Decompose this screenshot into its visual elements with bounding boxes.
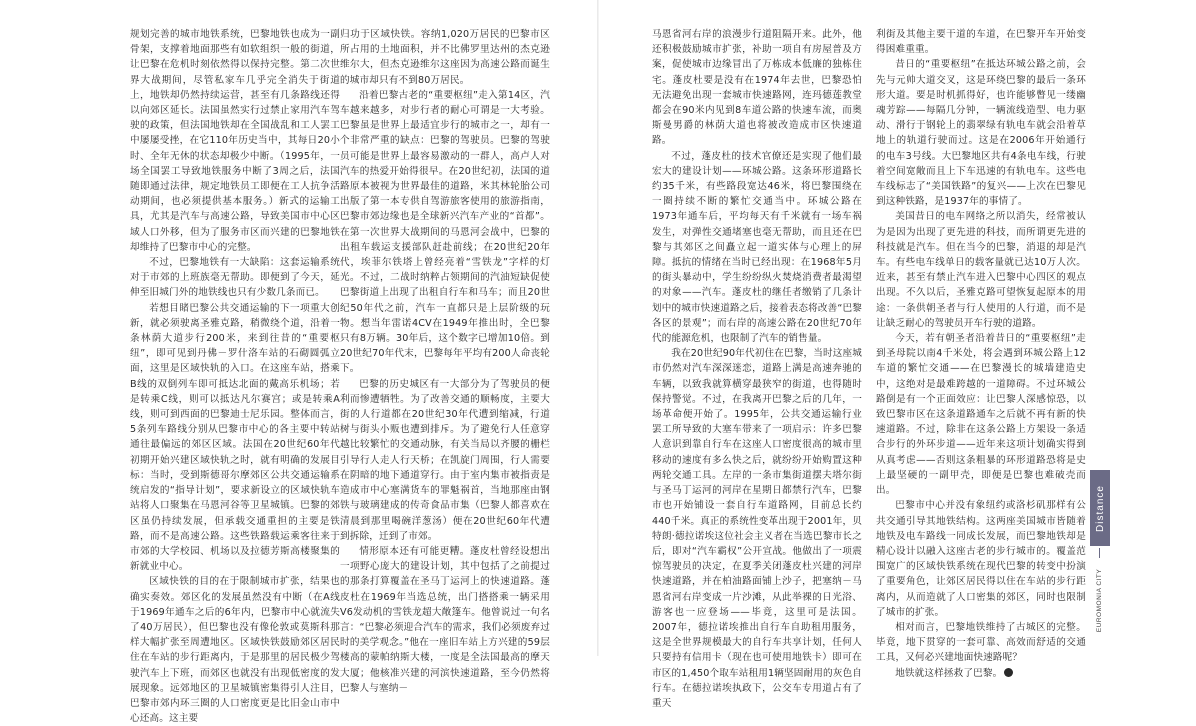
paragraph: 规划完善的城市地铁系统，巴黎地铁也成为一副骨架，支撑着地面那些有如软组织一般的街道，让巴黎在危机时刻依然得以保持完整。第二次世界大战期间，尽管私家车几乎完全消失于街道上，地铁却仍然持续运营，甚至有几条路线还得以向郊区延长。法国虽然实行过禁止家用汽车驾驶的政策，但法国地铁却在全国战乱和工人罢工中屡屡受挫，在它110年历史当中，其每日20小时、全年无休的状态却极少中断。（1995年，一场全国罢工导致地铁服务中断了3周之后，法国随即通过法律，规定地铁员工即便在工人抗争活动期间，也必须提供基本服务。）新式的运输工具，尤其是汽车与高速公路，导致美国市中心区域人口外移，但为了服务市区而兴建的巴黎地铁却维持了巴黎市中心的完整。 [130,29,340,253]
paragraph: 美国昔日的电车网络之所以消失，经常被认为是因为出现了更先进的科技，而所谓更先进的科技就是汽车。但在当今的巴黎，消退的却是汽车。有些电车线单日的载客量就已达10万人次。近来，甚至有禁止汽车进入巴黎中心四区的观点出现。不久以后，圣雅克路可望恢复起原本的用途：一条供朝圣者与行人使用的人行道，而不是让缺乏耐心的驾驶员开车行驶的道路。 [876,211,1086,329]
brand-strip [1082,560,1118,640]
article-column-4 [876,27,1086,679]
page-gutter [597,0,599,656]
paragraph: 区域快铁的目的在于限制城市扩张，结果也确实奏效。郊区化的发展虽然没有中断（在A线于1969年通车之后的6年内，巴黎市中心就流失了40万居民），但巴黎也没有像伦敦或莫斯科那样大幅扩张至周遭地区。区域快铁鼓励郊区居民住在车站的步行距离内，于是那里的居民极少驾驶汽车上下班，而郊区也就没有出现低密度的发展现象。远郊地区的卫星城镇密集得引人注目，巴黎市郊内环三圈的人口密度更是比旧金山市中心还高。这主要 [130,576,340,725]
section-tab [1090,470,1110,546]
paragraph: 马恩省河右岸的浪漫步行道阻隔开来。此外，他还积极鼓励城市扩张，补助一项自有房屋普及方案，促使城市边缘冒出了万栋成本低廉的独栋住宅。蓬皮杜要是没有在1974年去世，巴黎恐怕无法避免出现一套城市快速路网，连玛德莲教堂都会在90米内见到8车道公路的快速车流，而奥斯曼男爵的林荫大道也将被改造成市区快速道路。 [652,29,862,147]
end-of-article-icon: E [1004,668,1013,677]
section-tab-label: Distance [1094,484,1106,532]
paragraph: 昔日的“重要枢纽”在抵达环城公路之前，会先与元帅大道交叉，这是环绕巴黎的最后一条环形大道。要是时机抓得好，也许能够瞥见一缕幽魂芳踪——每隔几分钟，一辆流线造型、电力驱动、滑行于钢轮上的翡翠绿有轨电车就会沿着草地上的轨道行驶而过。这是在2006年开始通行的电车3号线。大巴黎地区共有4条电车线，行驶着空间宽敞而且上下车迅速的有轨电车。这些电车线标志了“美国铁路”的复兴——上次在巴黎见到这种铁路，是1937年的事情了。 [876,59,1086,208]
paragraph: 若想目睹巴黎公共交通运输的下一项重大创新，就必须驶离圣雅克路，稍微绕个道，沿着一条林荫大道步行200米，来到往昔的“重要枢纽”，即可见到丹佛－罗什洛车站的石砌圆弧立面，这里是区域快轨的入口。在这座车站，搭乘B线的双倒列车即可抵达北面的戴高乐机场；若是转乘C线，则可以抵达凡尔赛宫；或是转乘A线，则可到西面的巴黎迪士尼乐园。整体而言，5条列车路线分别从巴黎市中心的各主要中转站通往最偏远的郊区区域。法国在20世纪60年代初期开始兴建区域快轨之时，就有明确的发展目标：当时，受到斯德哥尔摩郊区公共交通运输系统启发的“指导计划”，要求新设立的区域快轨车站将人口聚集在马恩河谷等卫星城镇。巴黎的郊区虽仍持续发展，但承载交通重担的主要是铁路，而不是高速公路。这些铁路载运乘客往来于市郊的大学校园、机场以及拉德芳斯高楼聚集的新就业中心。 [130,302,340,573]
article-column-3 [652,27,862,709]
brand-label: EUROMONIA CITY [1096,568,1104,632]
paragraph: 我在20世纪90年代初住在巴黎，当时这座城市仍然对汽车深深迷恋，道路上满是高速奔驰的车辆，以致我就算横穿最狭窄的街道，也得随时保持警觉。不过，在我离开巴黎之后的几年，一场革命便开始了。1995年，公共交通运输行业罢工所导致的大塞车带来了一项启示：许多巴黎人意识到靠自行车在这座人口密度很高的城市里移动的速度有多么快之后，就纷纷开始购置这种两轮交通工具。左岸的一条市集街道摆夫塔尔街与圣马丁运河的河岸在星期日都禁行汽车，巴黎市也开始铺设一套自行车道路网，目前总长约440千米。真正的系统性变革出现于2001年，贝特朗·德拉诺埃这位社会主义者在当选巴黎市长之后，即对“汽车霸权”公开宣战。他做出了一项震惊驾驶员的决定，在夏季关闭蓬皮杜兴建的河岸快速道路，并在柏油路面铺上沙子，把塞纳－马恩省河右岸变成一片沙滩，从此举裸的日光浴、游客也一应登场——毕竟，这里可是法国。2007年，德拉诺埃推出自行车自助租用服务，这是全世界规模最大的自行车共享计划，任何人只要持有信用卡（现在也可使用地铁卡）即可在市区的1,450个取车站租用1辆坚固耐用的灰色自行车。在德拉诺埃执政下，公交车专用道占有了重天 [652,348,862,709]
article-column-2 [340,27,550,694]
paragraph: 不过，巴黎地铁有一大缺陷：这套运输系统对于市郊的上班族毫无帮助。即便到了今天，延伸至旧城门外的地铁线也只有少数几条而已。 [130,257,340,299]
paragraph: 巴黎的历史城区有一大部分为了驾驶员的便利而惨遭牺牲。为了改善交通的顺畅度，主要大街的人行道都在20世纪30年代遭到缩减，行道树与街头小贩也遭到排斥。为了避免行人任意穿越比较繁忙的交通动脉，有关当局以齐腰的栅栏引导行人走人行天桥；在凯旋门周围，行人需要在阴暗的地下通道穿行。由于室内集市被指责是造成市中心塞满货车的罪魁祸首，当地那座由钢铁与玻璃建成的传奇食品市集（巴黎人都喜欢在清晨到那里喝碗洋葱汤）便在20世纪60年代遭到拆除，迁到了市郊。 [340,378,550,542]
side-divider [1099,548,1100,558]
paragraph: 归功于区域快铁。容纳1,020万居民的巴黎市区所占用的土地面积，并不比佛罗里达州的杰克逊维尔大，但杰克逊维尔这座因为高速公路而诞生的城市却只有不到80万居民。 [340,29,550,86]
paragraph [876,666,1086,681]
paragraph: 利街及其他主要干道的车道，在巴黎开车开始变得困难重重。 [876,29,1086,56]
article-column-1 [130,27,340,725]
paragraph: 情形原本还有可能更糟。蓬皮杜曾经设想出一项野心庞大的建设计划，其中包括了之前提过的那条打算覆盖在圣马丁运河上的快速道路。蓬皮杜在1969年当选总统，出门搭搭乘一辆采用V6发动机的雪铁龙超大敞篷车。他曾说过一句名言：“巴黎必须迎合汽车的需求，我们必须废弃过时的美学观念。”他在一座旧车站上方兴建的59层楼高的蒙帕纳斯大楼，一度是全法国最高的摩天大厦；他核准兴建的河滨快速道路，至今仍然将巴黎人与塞纳－ [340,545,550,694]
paragraph: 相对而言，巴黎地铁维持了古城区的完整。毕竟，地下贯穿的一套可靠、高效而舒适的交通工具，又何必兴建地面快速路呢？ [876,621,1086,664]
closing-sentence: 地铁就这样拯救了巴黎。 [895,667,1003,679]
paragraph: 巴黎市中心并没有象纽约或洛杉矶那样有公共交通引导其地铁结构。这两座美国城市皆随着地铁及电车路线一同成长发展，而巴黎地铁却是精心设计以融入这座古老的步行城市的。覆盖范围宽广的区域快铁系统在现代巴黎的转变中扮演了重要角色，让郊区居民得以住在车站的步行距离内，从而造就了人口密集的郊区，同时也限制了城市的扩张。 [876,500,1086,618]
paragraph: 今天，若有朝圣者沿着昔日的“重要枢纽”走到圣母院以南4千米处，将会遇到环城公路上12车道的繁忙交通——在巴黎漫长的城墙建造史中，这绝对是最难跨越的一道障碍。不过环城公路倒是有一个正面效应：让巴黎人深感惊恐，以致巴黎市区在这条道路通车之后就不再有新的快速道路。不过，除非在这条公路上方架设一条适合步行的外环步道——近年来这项计划确实得到从真考虑——否则这条粗暴的环形道路恐将是史上最坚硬的一副甲壳，即便是巴黎也难破壳而出。 [876,333,1086,497]
paragraph: 不过，蓬皮杜的技术官僚还是实现了他们最宏大的建设计划——环城公路。这条环形道路长约35千米，有些路段宽达46米，将巴黎围绕在一圈持续不断的繁忙交通当中。环城公路在1973年通车后，平均每天有千米就有一场车祸发生，对弹性交通堵塞也毫无帮助，而且还在巴黎与其郊区之间矗立起一道实体与心理上的屏障。抵抗的情绪在当时已经出现：在1968年5月的街头暴动中，学生纷纷纵火焚烧消费者最渴望的对象——汽车。蓬皮杜的继任者缴销了几条计划中的城市快速道路之后，接着表态将改善“巴黎各区的景观”；而右岸的高速公路在20世纪70年代的能源危机，也限制了汽车的销售量。 [652,150,862,345]
paragraph: 沿着巴黎古老的“重要枢纽”走入第14区，汽车越来越多，对步行者的耐心可谓是一大考验。巴黎虽是世界上最适宜步行的城市之一，却有一个非常严重的缺点：巴黎的驾驶员。巴黎的驾驶员可能是世界上最容易激动的一群人，高卢人对汽车的热爱开始得很早。在20世纪初，法国的道路原本被视为世界最佳的道路，米其林轮胎公司出版了第一本专供自驾游旅客使用的旅游指南，巴黎市郊边缘也是全球新兴汽车产业的“首都”。在第一次世界大战期间的马恩河会战中，巴黎的出租车载运支援部队赶赴前线；在20世纪20年代，埃菲尔铁塔上曾经亮着“雪铁龙”字样的灯光。不过，二战时纳粹占领期间的汽油短缺促使巴黎街道上出现了出租自行车和马车；而且20世纪50年代之前，汽车一直都只是上层阶级的玩物。想当年雷诺4CV在1949年推出时，全巴黎只有8万辆。30年后，这个数字已增加10倍。到20世纪70年代末，巴黎每年平均有200人命丧轮下。 [340,89,550,375]
